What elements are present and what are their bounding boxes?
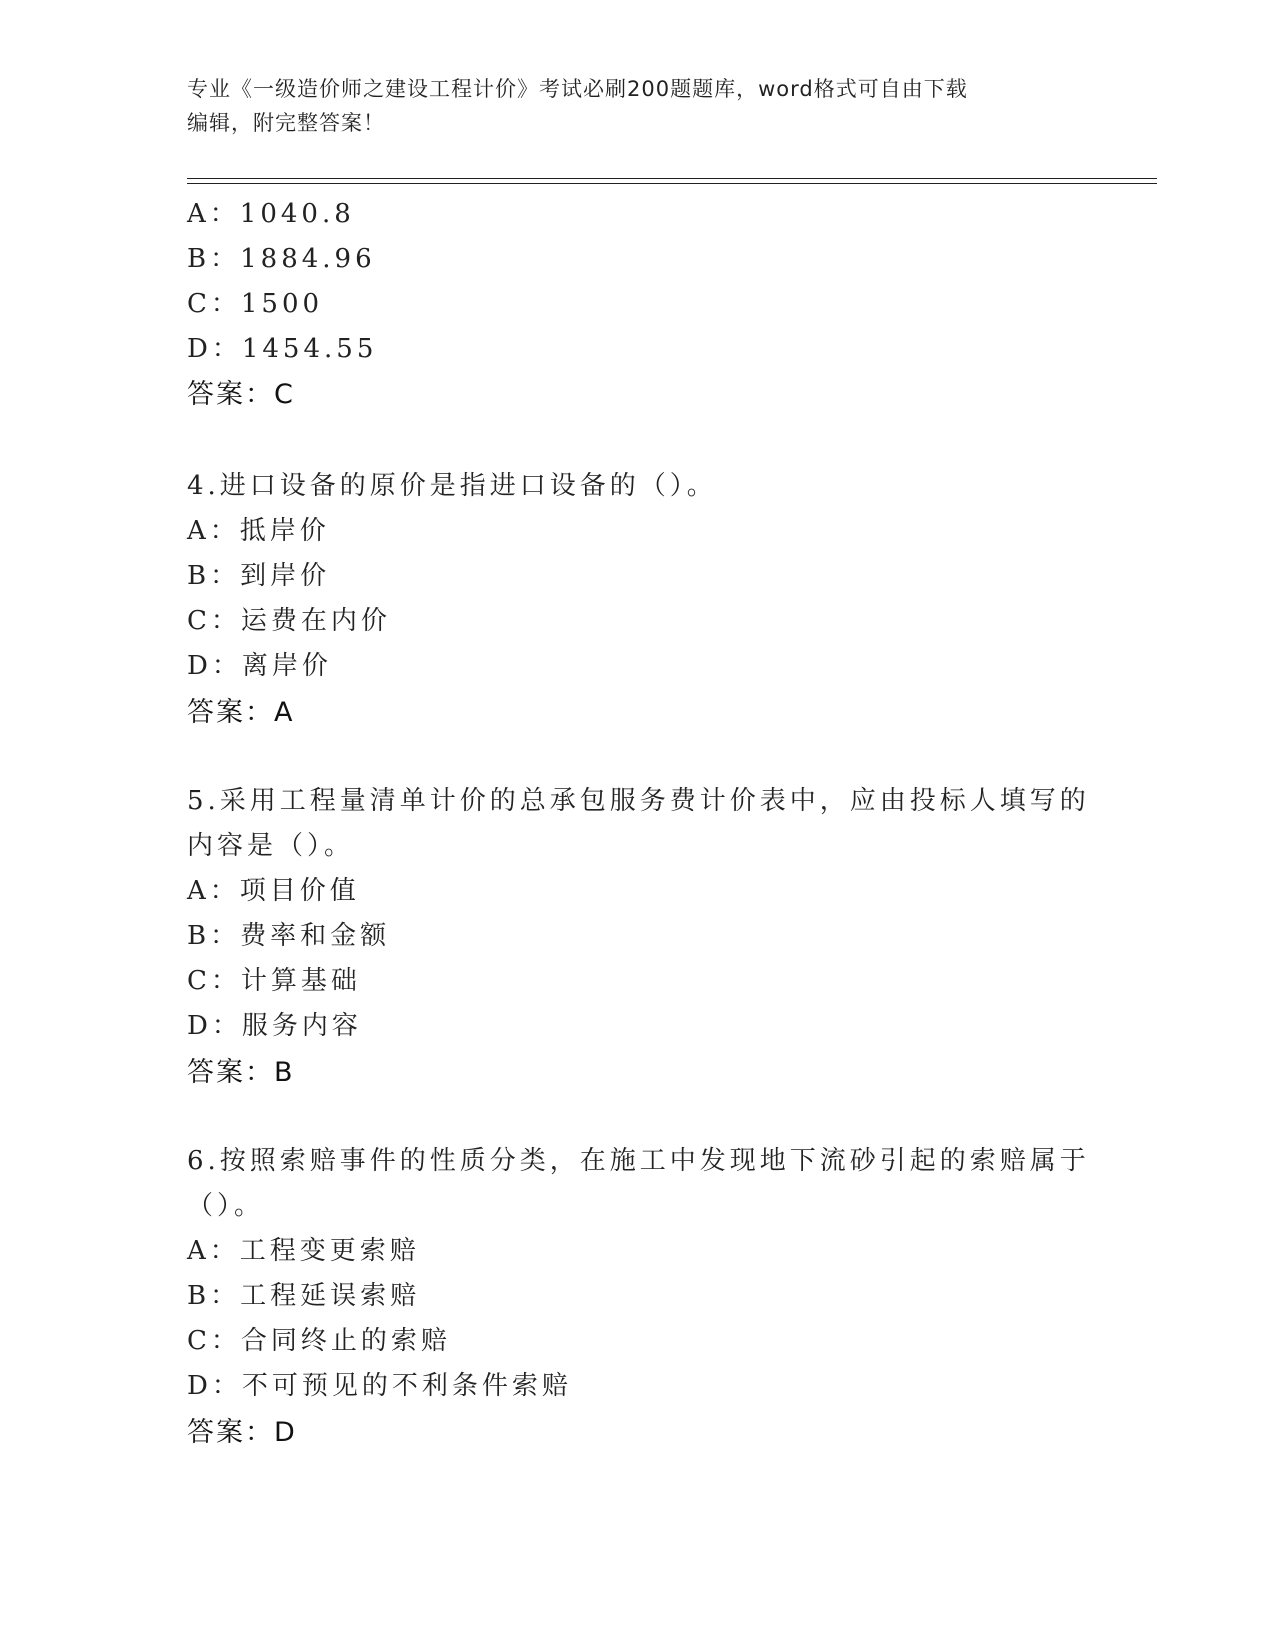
answer-value: C — [274, 379, 293, 410]
q3-answer — [187, 372, 293, 411]
answer-value: D — [274, 1417, 295, 1448]
header-line-2: 编辑，附完整答案！ — [187, 111, 385, 135]
q6-option-b: B：工程延误索赔 — [187, 1281, 421, 1311]
q3-option-b: B：1884.96 — [187, 244, 376, 274]
answer-label: 答案： — [187, 379, 274, 410]
q5-option-a: A：项目价值 — [187, 876, 360, 906]
q6-option-c: C：合同终止的索赔 — [187, 1326, 451, 1356]
q4-option-a: A：抵岸价 — [187, 516, 330, 546]
header-line-1: 专业《一级造价师之建设工程计价》考试必刷200题题库，word格式可自由下载 — [187, 77, 968, 101]
answer-value: A — [274, 697, 293, 728]
q4-option-d: D：离岸价 — [187, 651, 332, 681]
q5-option-d: D：服务内容 — [187, 1011, 362, 1041]
header-divider-bottom — [187, 183, 1157, 184]
q5-option-c: C：计算基础 — [187, 966, 361, 996]
header-divider-top — [187, 178, 1157, 179]
q5-stem-line-2: 内容是（）。 — [187, 831, 355, 861]
q4-stem: 4.进口设备的原价是指进口设备的（）。 — [187, 471, 717, 501]
q6-stem-line-1: 6.按照索赔事件的性质分类，在施工中发现地下流砂引起的索赔属于 — [187, 1146, 1090, 1176]
answer-value: B — [274, 1057, 293, 1088]
q5-option-b: B：费率和金额 — [187, 921, 391, 951]
q3-option-a: A：1040.8 — [187, 199, 355, 229]
q5-stem-line-1: 5.采用工程量清单计价的总承包服务费计价表中，应由投标人填写的 — [187, 786, 1090, 816]
q4-option-b: B：到岸价 — [187, 561, 331, 591]
document-header — [187, 72, 1067, 140]
q4-option-c: C：运费在内价 — [187, 606, 391, 636]
q3-option-d: D：1454.55 — [187, 334, 378, 364]
q6-stem-line-2: （）。 — [187, 1191, 265, 1221]
q3-option-c: C：1500 — [187, 289, 324, 319]
q6-answer — [187, 1410, 295, 1449]
q5-answer — [187, 1050, 293, 1089]
answer-label: 答案： — [187, 697, 274, 728]
q6-option-a: A：工程变更索赔 — [187, 1236, 420, 1266]
answer-label: 答案： — [187, 1057, 274, 1088]
q6-option-d: D：不可预见的不利条件索赔 — [187, 1371, 572, 1401]
q4-answer — [187, 690, 292, 729]
answer-label: 答案： — [187, 1417, 274, 1448]
